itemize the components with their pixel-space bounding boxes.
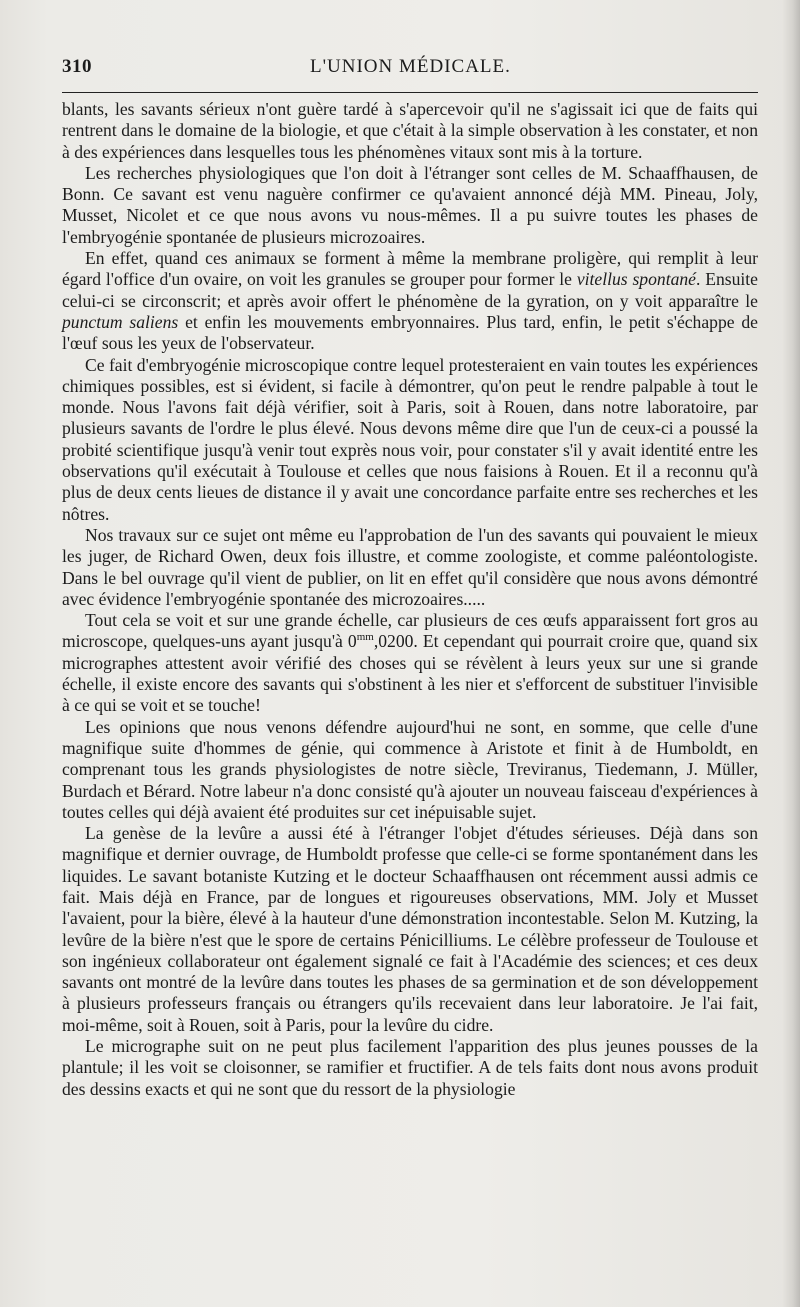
italic-phrase: punctum saliens: [62, 311, 179, 332]
page-number: 310: [62, 56, 92, 77]
header-rule: [62, 92, 758, 93]
text-segment: La genèse de la levûre a aussi été à l'étranger l'objet d'études sérieuses. Déjà dans son magnifique et dernier ouvrage, de Humboldt professe que celle-ci se forme spontanément dans les liquides. Le savant botaniste Kutzing et le docteur Schaaffhausen ont récemment aussi admis ce fait. Mais déjà en France, par de longues et rigoureuses observations, MM. Joly et Musset l'avaient, pour la bière, élevé à la hauteur d'une démonstration incontestable. Selon M. Kutzing, la levûre de la bière n'est que le spore de certains Pénicilliums. Le célèbre professeur de Toulouse et son ingénieux collaborateur ont également signalé ce fait à l'Académie des sciences; et ces deux savants ont montré de la levûre dans toutes les phases de sa germination et de son développement à plusieurs professeurs français ou étrangers qu'ils recevaient dans leur laboratoire. Je l'ai fait, moi-même, soit à Rouen, soit à Paris, pour la levûre du cidre.: [62, 823, 758, 1035]
text-segment: . Ensuite celui-ci se circonscrit; et après avoir offert le phénomène de la gyration, on y voit apparaître le: [62, 269, 758, 311]
text-segment: En effet, quand ces animaux se forment à même la membrane proligère, qui remplit à leur égard l'office d'un ovaire, on voit les granules se grouper pour former le: [62, 248, 758, 290]
paragraph: [62, 525, 758, 610]
paragraph: [62, 610, 758, 716]
paragraph: [62, 355, 758, 525]
paragraph: [62, 99, 758, 163]
paragraph: [62, 163, 758, 248]
running-title: L'UNION MÉDICALE.: [310, 56, 511, 77]
text-segment: blants, les savants sérieux n'ont guère tardé à s'apercevoir qu'il ne s'agissait ici que de faits qui rentrent dans le domaine de la biologie, et que c'était à la simple observation à les constater, et non à des expériences dans lesquelles tous les phénomènes vitaux sont mis à la torture.: [62, 99, 758, 162]
unit-superscript: mm: [356, 631, 374, 644]
text-segment: Les opinions que nous venons défendre aujourd'hui ne sont, en somme, que celle d'une magnifique suite d'hommes de génie, qui commence à Aristote et finit à de Humboldt, en comprenant tous les grands physiologistes de notre siècle, Treviranus, Tiedemann, J. Müller, Burdach et Bérard. Notre labeur n'a donc consisté qu'à ajouter un nouveau faisceau d'expériences à toutes celles qui déjà avaient été produites sur cet inépuisable sujet.: [62, 716, 758, 822]
paragraph: [62, 823, 758, 1036]
paragraph: [62, 1036, 758, 1100]
paragraph: [62, 248, 758, 354]
text-segment: Tout cela se voit et sur une grande échelle, car plusieurs de ces œufs apparaissent fort gros au microscope, quelques-uns ayant jusqu'à 0: [62, 610, 758, 652]
text-segment: Le micrographe suit on ne peut plus facilement l'apparition des plus jeunes pousses de la plantule; il les voit se cloisonner, se ramifier et fructifier. A de tels faits dont nous avons produit des dessins exacts et qui ne sont que du ressort de la physiologie: [62, 1036, 758, 1099]
text-segment: Nos travaux sur ce sujet ont même eu l'approbation de l'un des savants qui pouvaient le mieux les juger, de Richard Owen, deux fois illustre, et comme zoologiste, et comme paléontologiste. Dans le bel ouvrage qu'il vient de publier, on lit en effet qu'il considère que nous avons démontré avec évidence l'embryogénie spontanée des microzoaires.....: [62, 524, 758, 609]
text-segment: et enfin les mouvements embryonnaires. Plus tard, enfin, le petit s'échappe de l'œuf sous les yeux de l'observateur.: [62, 311, 758, 354]
text-segment: Ce fait d'embryogénie microscopique contre lequel protesteraient en vain toutes les expériences chimiques possibles, est si évident, si facile à démontrer, qu'on peut le rendre palpable à tout le monde. Nous l'avons fait déjà vérifier, soit à Paris, soit à Rouen, dans notre laboratoire, par plusieurs savants de l'ordre le plus élevé. Nous devons même dire que l'un de ceux-ci a poussé la probité scientifique jusqu'à venir tout exprès nous voir, pour constater s'il y avait identité entre les observations qu'il exécutait à Toulouse et celles que nous faisions à Rouen. Et il a reconnu qu'à plus de deux cents lieues de distance il y avait une concordance parfaite entre ses recherches et les nôtres.: [62, 354, 758, 524]
italic-phrase: vitellus spontané: [576, 269, 696, 290]
text-segment: Les recherches physiologiques que l'on doit à l'étranger sont celles de M. Schaaffhausen, de Bonn. Ce savant est venu naguère confirmer ce qu'avaient annoncé déjà MM. Pineau, Joly, Musset, Nicolet et ce que nous avons vu nous-mêmes. Il a pu suivre toutes les phases de l'embryogénie spontanée de plusieurs microzoaires.: [62, 162, 758, 247]
page-header: [62, 56, 758, 86]
page-edge-shadow: [782, 0, 800, 1307]
body-text: [62, 99, 758, 1100]
text-segment: ,0200. Et cependant qui pourrait croire que, quand six micrographes attestent avoir vérifié des choses qui se révèlent à leurs yeux sur une si grande échelle, il existe encore des savants qui s'obstinent à les nier et s'efforcent de substituer l'invisible à ce qui se voit et se touche!: [62, 631, 758, 716]
paragraph: [62, 717, 758, 823]
